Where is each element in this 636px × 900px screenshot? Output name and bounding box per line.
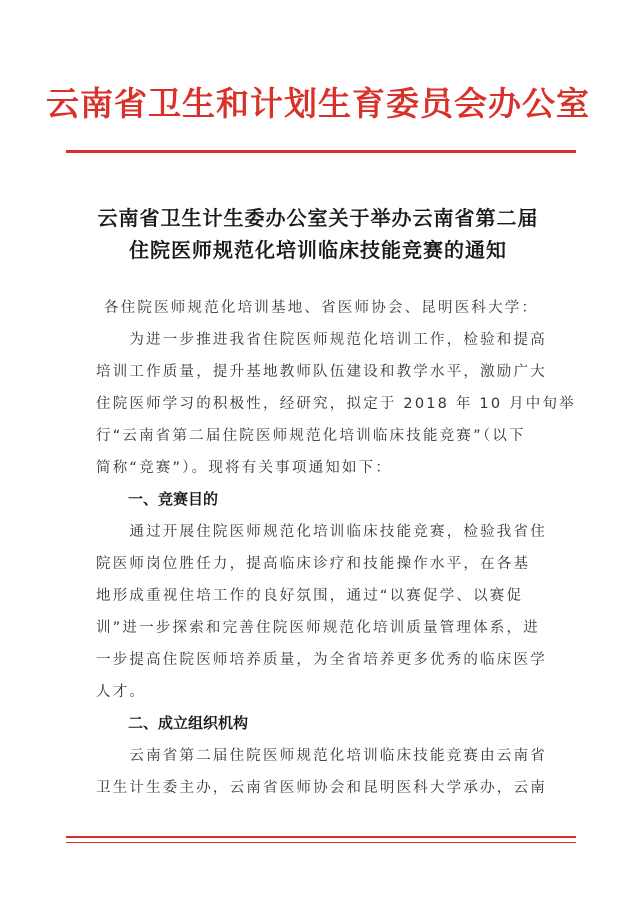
body-line: 人才。 — [96, 684, 147, 700]
body-line: 培训工作质量，提升基地教师队伍建设和教学水平，激励广大 — [96, 364, 547, 380]
body-line: 训”进一步探索和完善住院医师规范化培训质量管理体系，进 — [96, 620, 540, 636]
body-line: 简称“竞赛”）。现将有关事项通知如下： — [96, 460, 393, 476]
body-line: 云南省第二届住院医师规范化培训临床技能竞赛由云南省 — [96, 748, 547, 764]
letterhead-org-name: 云南省卫生和计划生育委员会办公室 — [46, 84, 590, 123]
body-line: 住院医师学习的积极性，经研究，拟定于 2018 年 10 月中旬举 — [96, 396, 576, 412]
section-heading-2: 二、成立组织机构 — [128, 714, 249, 732]
footer-red-rule-thin — [66, 842, 576, 843]
document-title-line-1: 云南省卫生计生委办公室关于举办云南省第二届 — [97, 206, 539, 230]
salutation: 各住院医师规范化培训基地、省医师协会、昆明医科大学： — [104, 300, 539, 316]
body-line: 为进一步推进我省住院医师规范化培训工作，检验和提高 — [96, 332, 547, 348]
section-heading-1: 一、竞赛目的 — [128, 490, 219, 508]
body-line: 卫生计生委主办，云南省医师协会和昆明医科大学承办，云南 — [96, 780, 547, 796]
body-line: 地形成重视住培工作的良好氛围，通过“以赛促学、以赛促 — [96, 588, 524, 604]
body-line: 院医师岗位胜任力，提高临床诊疗和技能操作水平，在各基 — [96, 556, 531, 572]
body-line: 通过开展住院医师规范化培训临床技能竞赛，检验我省住 — [96, 524, 547, 540]
document-title-line-2: 住院医师规范化培训临床技能竞赛的通知 — [129, 238, 507, 262]
footer-red-rule — [66, 836, 576, 838]
body-line: 一步提高住院医师培养质量，为全省培养更多优秀的临床医学 — [96, 652, 547, 668]
body-line: 行“云南省第二届住院医师规范化培训临床技能竞赛”（以下 — [96, 428, 526, 444]
letterhead-red-rule — [66, 150, 576, 153]
